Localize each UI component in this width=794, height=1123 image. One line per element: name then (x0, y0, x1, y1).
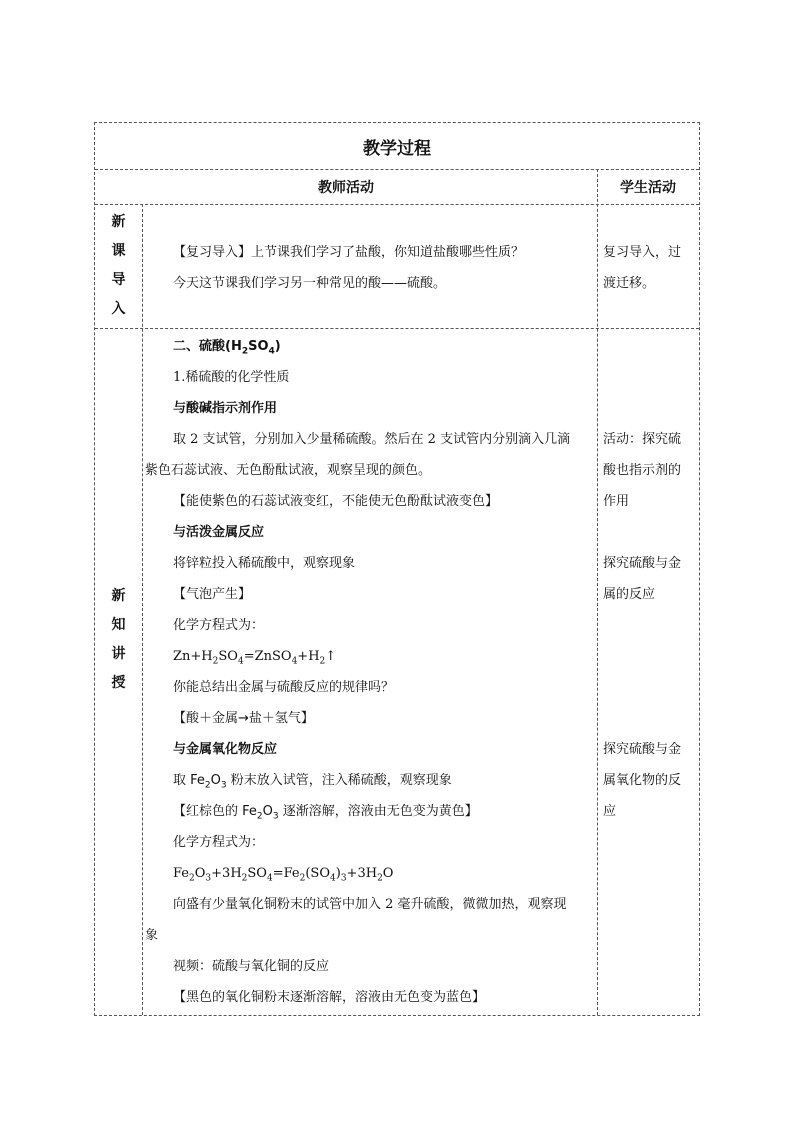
header-teacher-activity: 教师活动 (318, 179, 374, 196)
text-line: 【气泡产生】 (173, 587, 252, 602)
topic-heading: 与金属氧化物反应 (173, 742, 278, 757)
column-divider (142, 204, 143, 1015)
subsection-title: 二、硫酸$(H_2SO_4)$ (173, 339, 281, 357)
text-line: 【黑色的氧化铜粉末逐渐溶解，溶液由无色变为蓝色】 (173, 990, 486, 1005)
table-title: 教学过程 (363, 138, 431, 159)
lesson-table (94, 122, 700, 1016)
text-line: 象 (145, 928, 159, 943)
column-divider (597, 169, 598, 1015)
student-text: 作用 (603, 494, 630, 509)
section-label-new: 新 知 讲 授 (111, 588, 126, 691)
student-text: 活动：探究硫 (603, 432, 682, 447)
student-text: 属的反应 (603, 587, 656, 602)
text-line: 【能使紫色的石蕊试液变红，不能使无色酚酞试液变色】 (173, 494, 499, 509)
text-line: 1.稀硫酸的化学性质 (173, 370, 290, 385)
topic-heading: 与活泼金属反应 (173, 525, 265, 540)
intro-student-line-2: 渡迁移。 (603, 276, 656, 291)
intro-line-2: 今天这节课我们学习另一种常见的酸——硫酸。 (173, 276, 447, 291)
divider (95, 204, 699, 205)
text-line: 将锌粒投入稀硫酸中，观察现象 (173, 556, 356, 571)
equation-line: $Zn+H_2SO_4=ZnSO_4+H_2↑$ (173, 649, 337, 667)
text-line: 视频：硫酸与氧化铜的反应 (173, 959, 330, 974)
divider (95, 328, 699, 329)
text-line: 取 2 支试管，分别加入少量稀硫酸。然后在 2 支试管内分别滴入几滴 (173, 432, 571, 447)
text-line: 化学方程式为： (173, 835, 265, 850)
student-text: 酸也指示剂的 (603, 463, 682, 478)
student-text: 探究硫酸与金 (603, 556, 682, 571)
intro-line-1: 【复习导入】上节课我们学习了盐酸，你知道盐酸哪些性质？ (173, 245, 525, 260)
header-student-activity: 学生活动 (620, 179, 676, 196)
intro-student-line-1: 复习导入，过 (603, 245, 682, 260)
topic-heading: 与酸碱指示剂作用 (173, 401, 278, 416)
text-line: 【红棕色的 $Fe_2O_3$ 逐渐溶解，溶液由无色变为黄色】 (173, 804, 478, 822)
text-line: 【酸＋金属→盐＋氢气】 (173, 711, 314, 726)
text-line: 向盛有少量氧化铜粉末的试管中加入 2 毫升硫酸，微微加热，观察现 (173, 897, 567, 912)
text-line: 你能总结出金属与硫酸反应的规律吗？ (173, 680, 395, 695)
text-line: 取 $Fe_2O_3$ 粉末放入试管，注入稀硫酸，观察现象 (173, 773, 452, 791)
text-line: 化学方程式为： (173, 618, 265, 633)
section-label-intro: 新 课 导 入 (111, 214, 126, 317)
student-text: 探究硫酸与金 (603, 742, 682, 757)
student-text: 应 (603, 804, 617, 819)
equation-line: $Fe_2O_3+3H_2SO_4=Fe_2(SO_4)_3+3H_2O$ (173, 866, 394, 884)
student-text: 属氧化物的反 (603, 773, 682, 788)
text-line: 紫色石蕊试液、无色酚酞试液，观察呈现的颜色。 (145, 463, 432, 478)
